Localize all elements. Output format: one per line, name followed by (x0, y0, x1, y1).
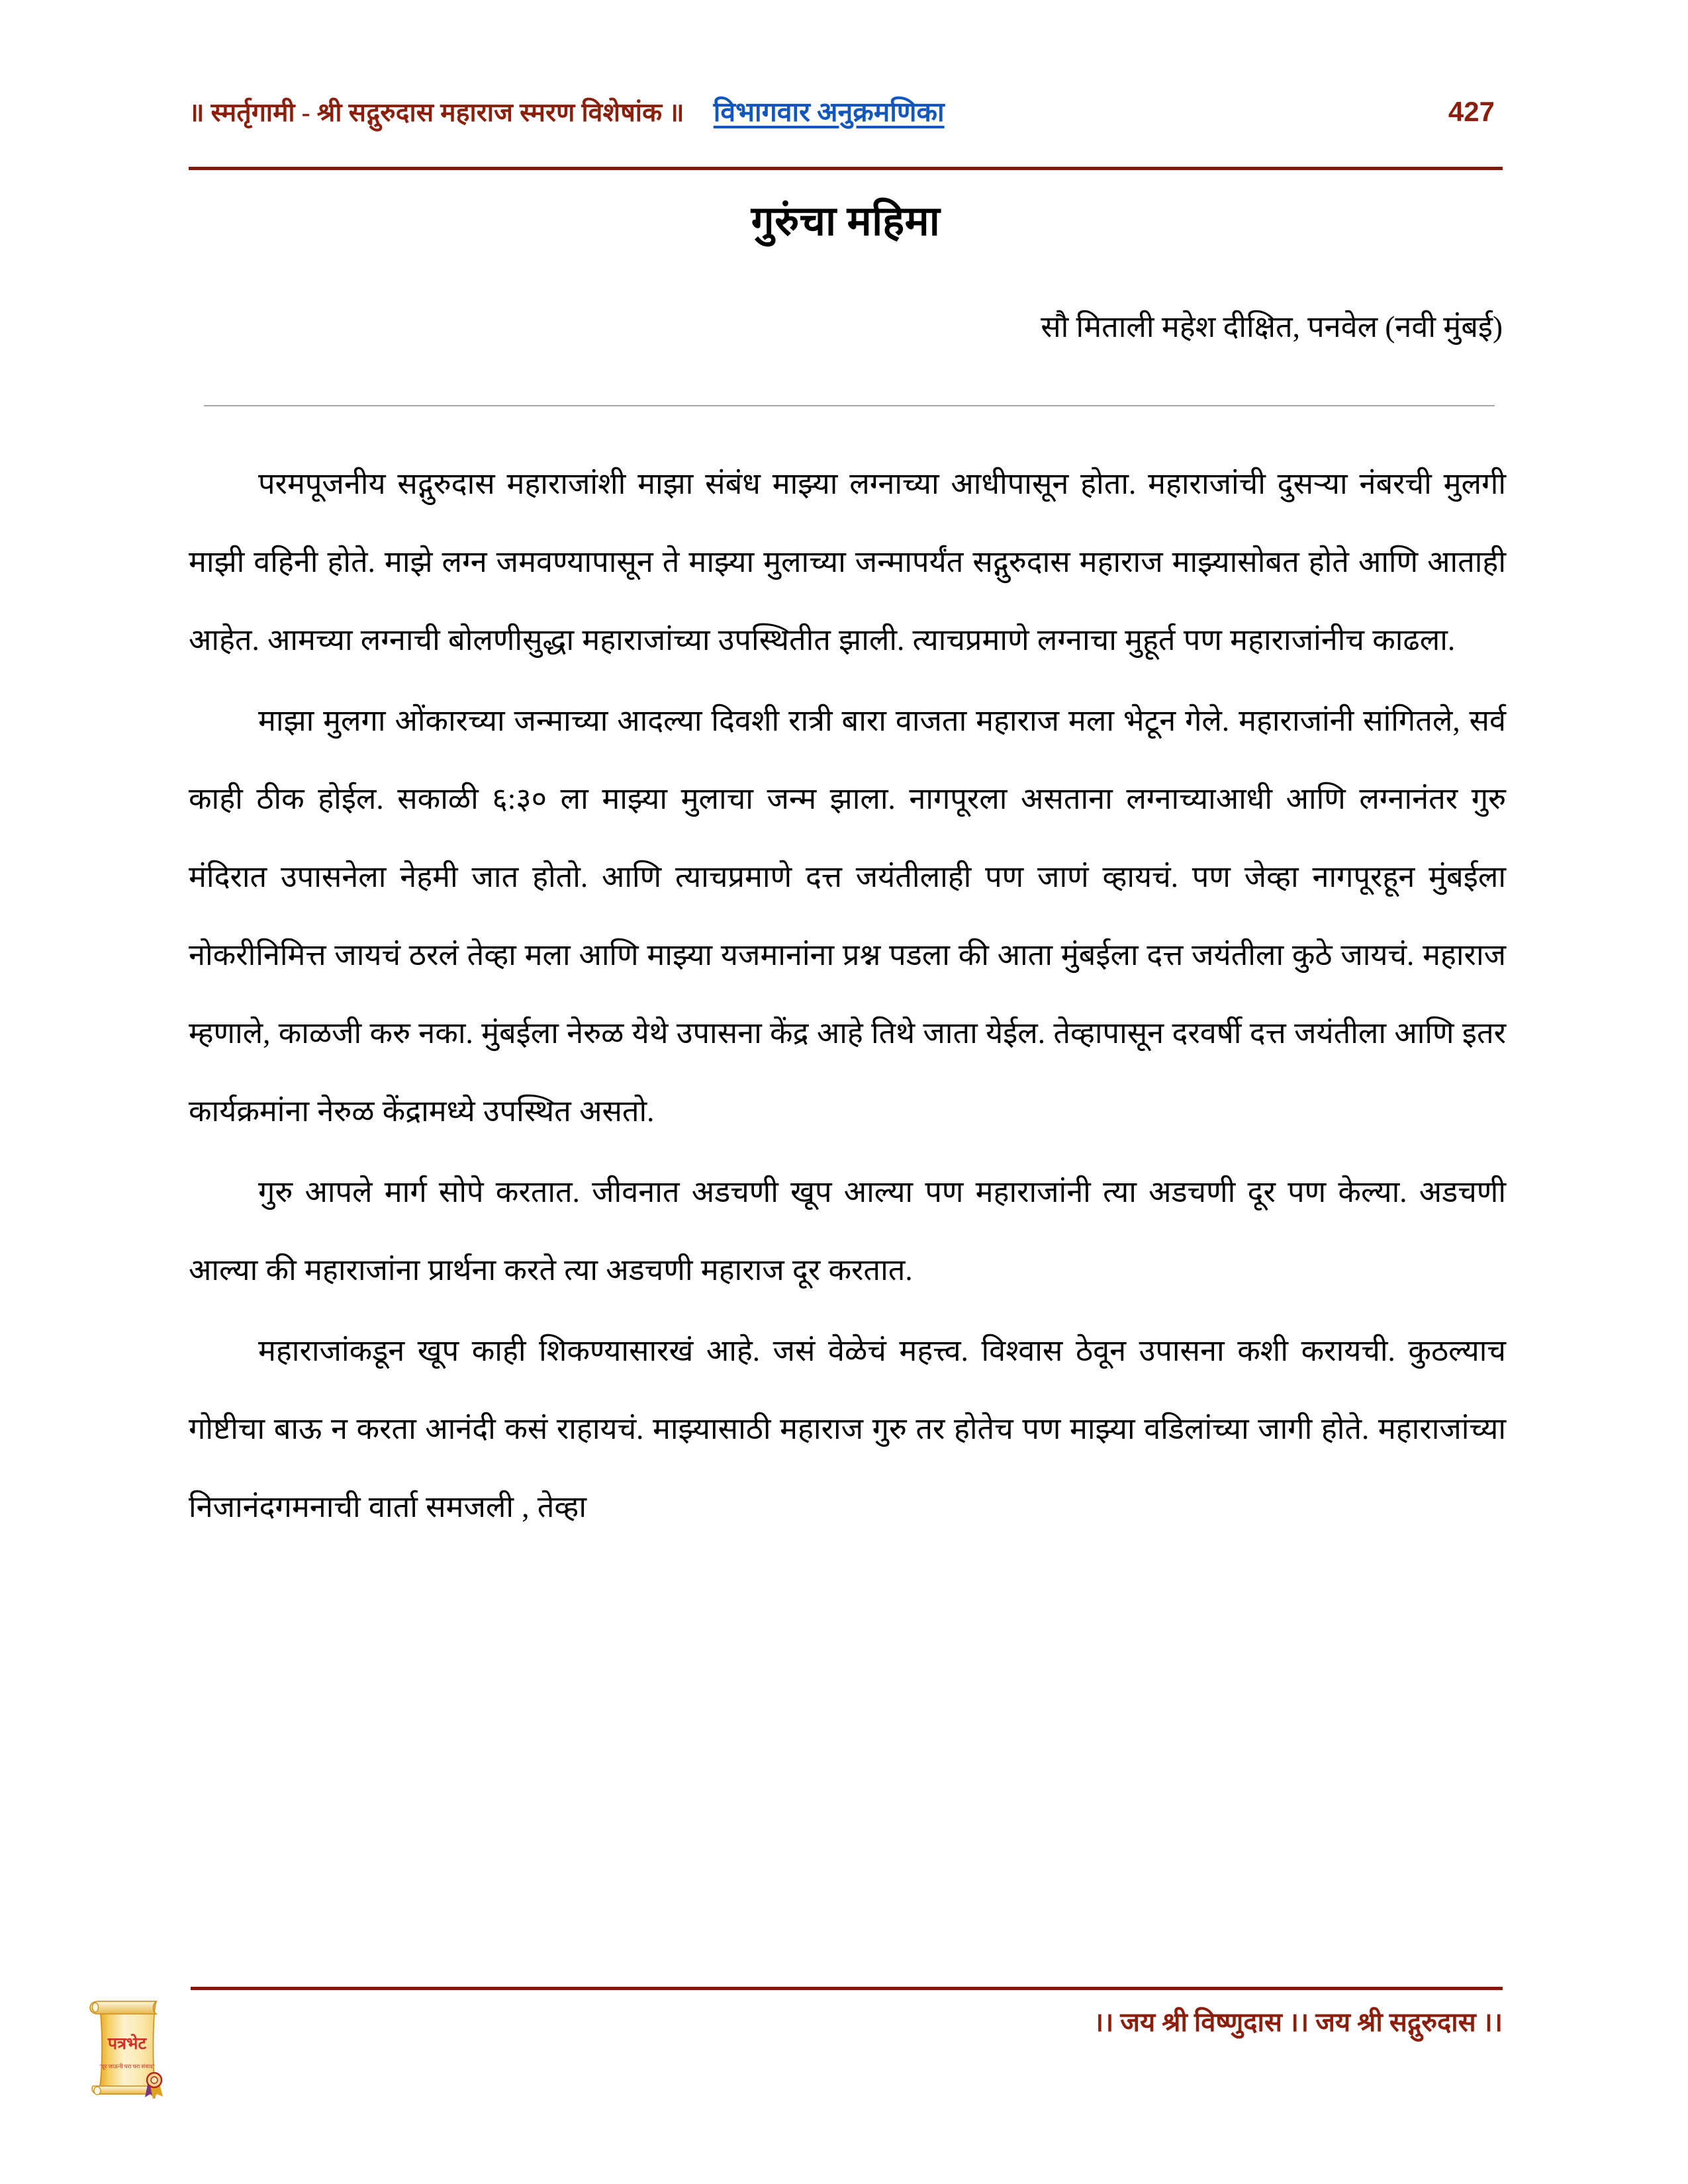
page-header (189, 93, 1503, 130)
header-issue-title: ॥ स्मर्तृगामी - श्री सद्गुरुदास महाराज स्मरण विशेषांक ॥ (189, 99, 684, 127)
patrabhet-scroll-logo (78, 1984, 176, 2105)
svg-text:पत्रभेट: पत्रभेट (107, 2035, 147, 2053)
paragraph: माझा मुलगा ओंकारच्या जन्माच्या आदल्या दिवशी रात्री बारा वाजता महाराज मला भेटून गेले. महाराजांनी सांगितले, सर्व काही ठीक होईल. सकाळी ६:३० ला माझ्या मुलाचा जन्म झाला. नागपूरला असताना लग्नाच्याआधी आणि लग्नानंतर गुरु मंदिरात उपासनेला नेहमी जात होतो. आणि त्याचप्रमाणे दत्त जयंतीलाही पण जाणं व्हायचं. पण जेव्हा नागपूरहून मुंबईला नोकरीनिमित्त जायचं ठरलं तेव्हा मला आणि माझ्या यजमानांना प्रश्न पडला की आता मुंबईला दत्त जयंतीला कुठे जायचं. महाराज म्हणाले, काळजी करु नका. मुंबईला नेरुळ येथे उपासना केंद्र आहे तिथे जाता येईल. तेव्हापासून दरवर्षी दत्त जयंतीला आणि इतर कार्यक्रमांना नेरुळ केंद्रामध्ये उपस्थित असतो. (189, 704, 1506, 1128)
paragraph: महाराजांकडून खूप काही शिकण्यासारखं आहे. जसं वेळेचं महत्त्व. विश्वास ठेवून उपासना कशी करायची. कुठल्याच गोष्टीचा बाऊ न करता आनंदी कसं राहायचं. माझ्यासाठी महाराज गुरु तर होतेच पण माझ्या वडिलांच्या जागी होते. महाराजांच्या निजानंदगमनाची वार्ता समजली , तेव्हा (189, 1334, 1506, 1524)
paragraph: परमपूजनीय सद्गुरुदास महाराजांशी माझा संबंध माझ्या लग्नाच्या आधीपासून होता. महाराजांची दुसऱ्या नंबरची मुलगी माझी वहिनी होते. माझे लग्न जमवण्यापासून ते माझ्या मुलाच्या जन्मापर्यंत सद्गुरुदास महाराज माझ्यासोबत होते आणि आताही आहेत. आमच्या लग्नाची बोलणीसुद्धा महाराजांच्या उपस्थितीत झाली. त्याचप्रमाणे लग्नाचा मुहूर्त पण महाराजांनीच काढला. (189, 467, 1506, 657)
sectionwise-index-link[interactable]: विभागवार अनुक्रमणिका (713, 97, 945, 127)
article-body (189, 445, 1506, 1549)
byline-divider (204, 405, 1495, 406)
footer-mantra: ।। जय श्री विष्णुदास ।। जय श्री सद्गुरुदास ।। (1093, 2007, 1503, 2037)
paragraph: गुरु आपले मार्ग सोपे करतात. जीवनात अडचणी खूप आल्या पण महाराजांनी त्या अडचणी दूर पण केल्या. अडचणी आल्या की महाराजांना प्रार्थना करते त्या अडचणी महाराज दूर करतात. (189, 1175, 1506, 1287)
svg-text:"दूर जाऊनी घरा घरा संवाद": "दूर जाऊनी घरा घरा संवाद" (99, 2063, 156, 2070)
footer-divider (191, 1987, 1503, 1990)
header-divider (189, 167, 1503, 170)
article-byline: सौ मिताली महेश दीक्षित, पनवेल (नवी मुंबई) (1041, 310, 1503, 343)
article-title: गुरुंचा महिमा (751, 199, 941, 244)
page-number: 427 (1448, 96, 1495, 127)
